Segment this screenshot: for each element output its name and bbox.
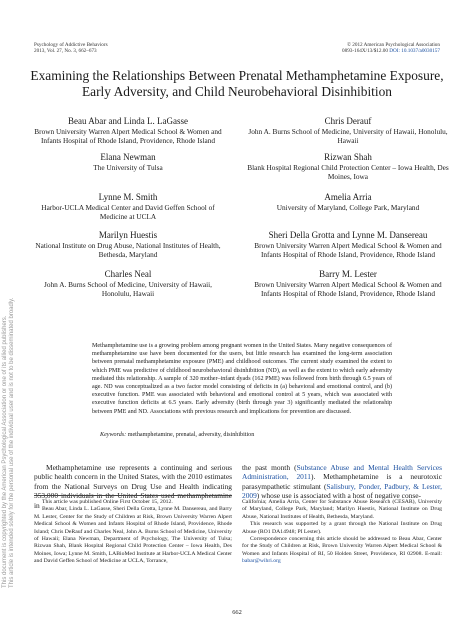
author-block — [246, 116, 450, 145]
author-name: Beau Abar and Linda L. LaGasse — [68, 116, 188, 126]
keywords — [100, 431, 392, 439]
author-affiliation: Brown University Warren Alpert Medical School & Women and Infants Hospital of Rhode Island, Providence, Rhode Island — [34, 127, 222, 145]
author-block — [246, 192, 450, 213]
author-affiliation: Brown University Warren Alpert Medical School & Women and Infants Hospital of Rhode Island, Providence, Rhode Island — [254, 241, 442, 259]
sidebar-line: This document is copyrighted by the American Psychological Association or one of its allied publishers. — [2, 315, 8, 588]
footnote-paragraph — [242, 536, 442, 566]
copyright-sidebar — [2, 298, 17, 588]
author-name: Rizwan Shah — [324, 152, 372, 162]
issn-doi — [342, 48, 440, 54]
author-affiliation: John A. Burns School of Medicine, University of Hawaii, Honolulu, Hawaii — [43, 280, 212, 298]
sidebar-line: This article is intended solely for the personal use of the individual user and is not to be disseminated broadly. — [9, 297, 16, 588]
author-name: Charles Neal — [104, 269, 152, 279]
author-block — [34, 152, 222, 173]
footnote-divider — [34, 495, 232, 496]
email-link[interactable]: babar@wihri.org — [242, 558, 281, 565]
author-block — [34, 269, 222, 298]
journal-header — [34, 42, 108, 54]
copyright-header — [342, 42, 440, 54]
author-block — [34, 230, 222, 259]
author-name: Sheri Della Grotta and Lynne M. Dansereau — [268, 230, 428, 240]
body-text: ) whose use is associated with a host of negative conse- — [256, 491, 421, 501]
author-block — [246, 152, 450, 181]
doi-link[interactable]: DOI: 10.1037/a0030157 — [389, 48, 440, 54]
journal-volume: 2013, Vol. 27, No. 3, 662–673 — [34, 48, 97, 54]
article-title: Examining the Relationships Between Prenatal Methamphetamine Exposure, Early Adversity, and Child Neurobehavioral Disinhibition — [30, 68, 444, 99]
copyright-notice: © 2012 American Psychological Association — [347, 42, 440, 48]
citation-link[interactable]: Substance Abuse and Mental Health Services Administration, 2011 — [242, 463, 443, 482]
body-text-left: Methamphetamine use represents a continuing and serious public health concern in the United States, with the 2010 estimates from the National Surveys on Drug Use and Health indicating 353,000 individuals in the United States used methamphetamine in — [34, 463, 232, 510]
correspondence-text: Correspondence concerning this article should be addressed to Beau Abar, Center for the Study of Children at Risk, Brown University Warren Alpert Medical School & Women and Infants Hospital of RI, 50 Holden Street, Providence, RI 02908. E-mail: — [242, 536, 442, 557]
page-number: 662 — [232, 609, 242, 616]
footnote-paragraph: California; Amelia Arria, Center for Substance Abuse Research (CESAR), University of Maryland, College Park, Maryland; Marilyn Huestis, National Institute on Drug Abuse, National Institutes of Health, Bethesda, Maryland. — [242, 499, 442, 520]
author-affiliation: Harbor-UCLA Medical Center and David Geffen School of Medicine at UCLA — [41, 203, 215, 221]
footnotes-left — [34, 499, 232, 566]
issn: 0893-164X/13/$12.00 — [342, 48, 388, 54]
author-affiliation: University of Maryland, College Park, Maryland — [276, 203, 420, 212]
keywords-label: Keywords: — [100, 432, 127, 438]
author-block — [34, 192, 222, 221]
body-text: ). Methamphetamine is a neurotoxic parasympathetic stimulant ( — [242, 472, 442, 491]
author-affiliation: The University of Tulsa — [93, 163, 163, 172]
footnotes-right — [242, 499, 442, 566]
author-affiliation: Brown University Warren Alpert Medical School & Women and Infants Hospital of Rhode Island, Providence, Rhode Island — [254, 280, 442, 298]
footnote-paragraph: Beau Abar, Linda L. LaGasse, Sheri Della Grotta, Lynne M. Dansereau, and Barry M. Lester, Center for the Study of Children at Risk, Brown University Warren Alpert Medical School & Women and Infants Hospital of Rhode Island, Providence, Rhode Island; Chris DeRauf and Charles Neal, John A. Burns School of Medicine, University of Hawaii; Elana Newman, Department of Psychology, The University of Tulsa; Rizwan Shah, Blank Hospital Regional Child Protection Center – Iowa Health, Des Moines, Iowa; Lynne M. Smith, LABioMed Institute at Harbor-UCLA Medical Center and David Geffen School of Medicine at UCLA, Torrance, — [34, 506, 232, 565]
author-block — [246, 269, 450, 298]
author-block — [34, 116, 222, 145]
citation-link[interactable]: Salisbury, Ponder, Padbury, & Lester, 2009 — [242, 481, 442, 501]
author-name: Marilyn Huestis — [98, 230, 158, 240]
author-name: Amelia Arria — [324, 192, 372, 202]
journal-name: Psychology of Addictive Behaviors — [34, 42, 108, 48]
keywords-text: methamphetamine, prenatal, adversity, disinhibition — [127, 432, 255, 438]
author-name: Elana Newman — [100, 152, 156, 162]
body-text: the past month ( — [242, 463, 297, 472]
footnote-paragraph: This research was supported by a grant through the National Institute on Drug Abuse (RO1 DA14948; PI Lester). — [242, 521, 442, 535]
author-affiliation: John A. Burns School of Medicine, University of Hawaii, Honolulu, Hawaii — [248, 127, 448, 145]
footnote-paragraph: This article was published Online First October 15, 2012. — [42, 499, 173, 505]
author-name: Barry M. Lester — [319, 269, 377, 279]
author-affiliation: National Institute on Drug Abuse, National Institutes of Health, Bethesda, Maryland — [35, 241, 221, 259]
author-name: Chris Derauf — [324, 116, 372, 126]
body-text-right — [242, 463, 442, 501]
author-name: Lynne M. Smith — [98, 192, 158, 202]
author-block — [246, 230, 450, 259]
author-affiliation: Blank Hospital Regional Child Protection Center – Iowa Health, Des Moines, Iowa — [247, 163, 449, 181]
abstract: Methamphetamine use is a growing problem among pregnant women in the United States. Many negative consequences of methamphetamine use have been documented for the users, but little research has examined the long-term association between prenatal methamphetamine exposure (PME) and childhood outcomes. The current study examined the extent to which PME was predictive of childhood neurobehavioral disinhibition (ND), as well as the extent to which early adversity mediated this relationship. A sample of 320 mother–infant dyads (162 PME) was followed from birth through 6.5 years of age. ND was conceptualized as a two factor model consisting of deficits in (a) behavioral and emotional control, and (b) executive function. PME was associated with behavioral and emotional control at 5 years, which was associated with executive function deficits at 6.5 years. Early adversity (birth through year 3) significantly mediated the relationship between PME and ND. Associations with previous research and implications for prevention are discussed. — [92, 343, 392, 415]
